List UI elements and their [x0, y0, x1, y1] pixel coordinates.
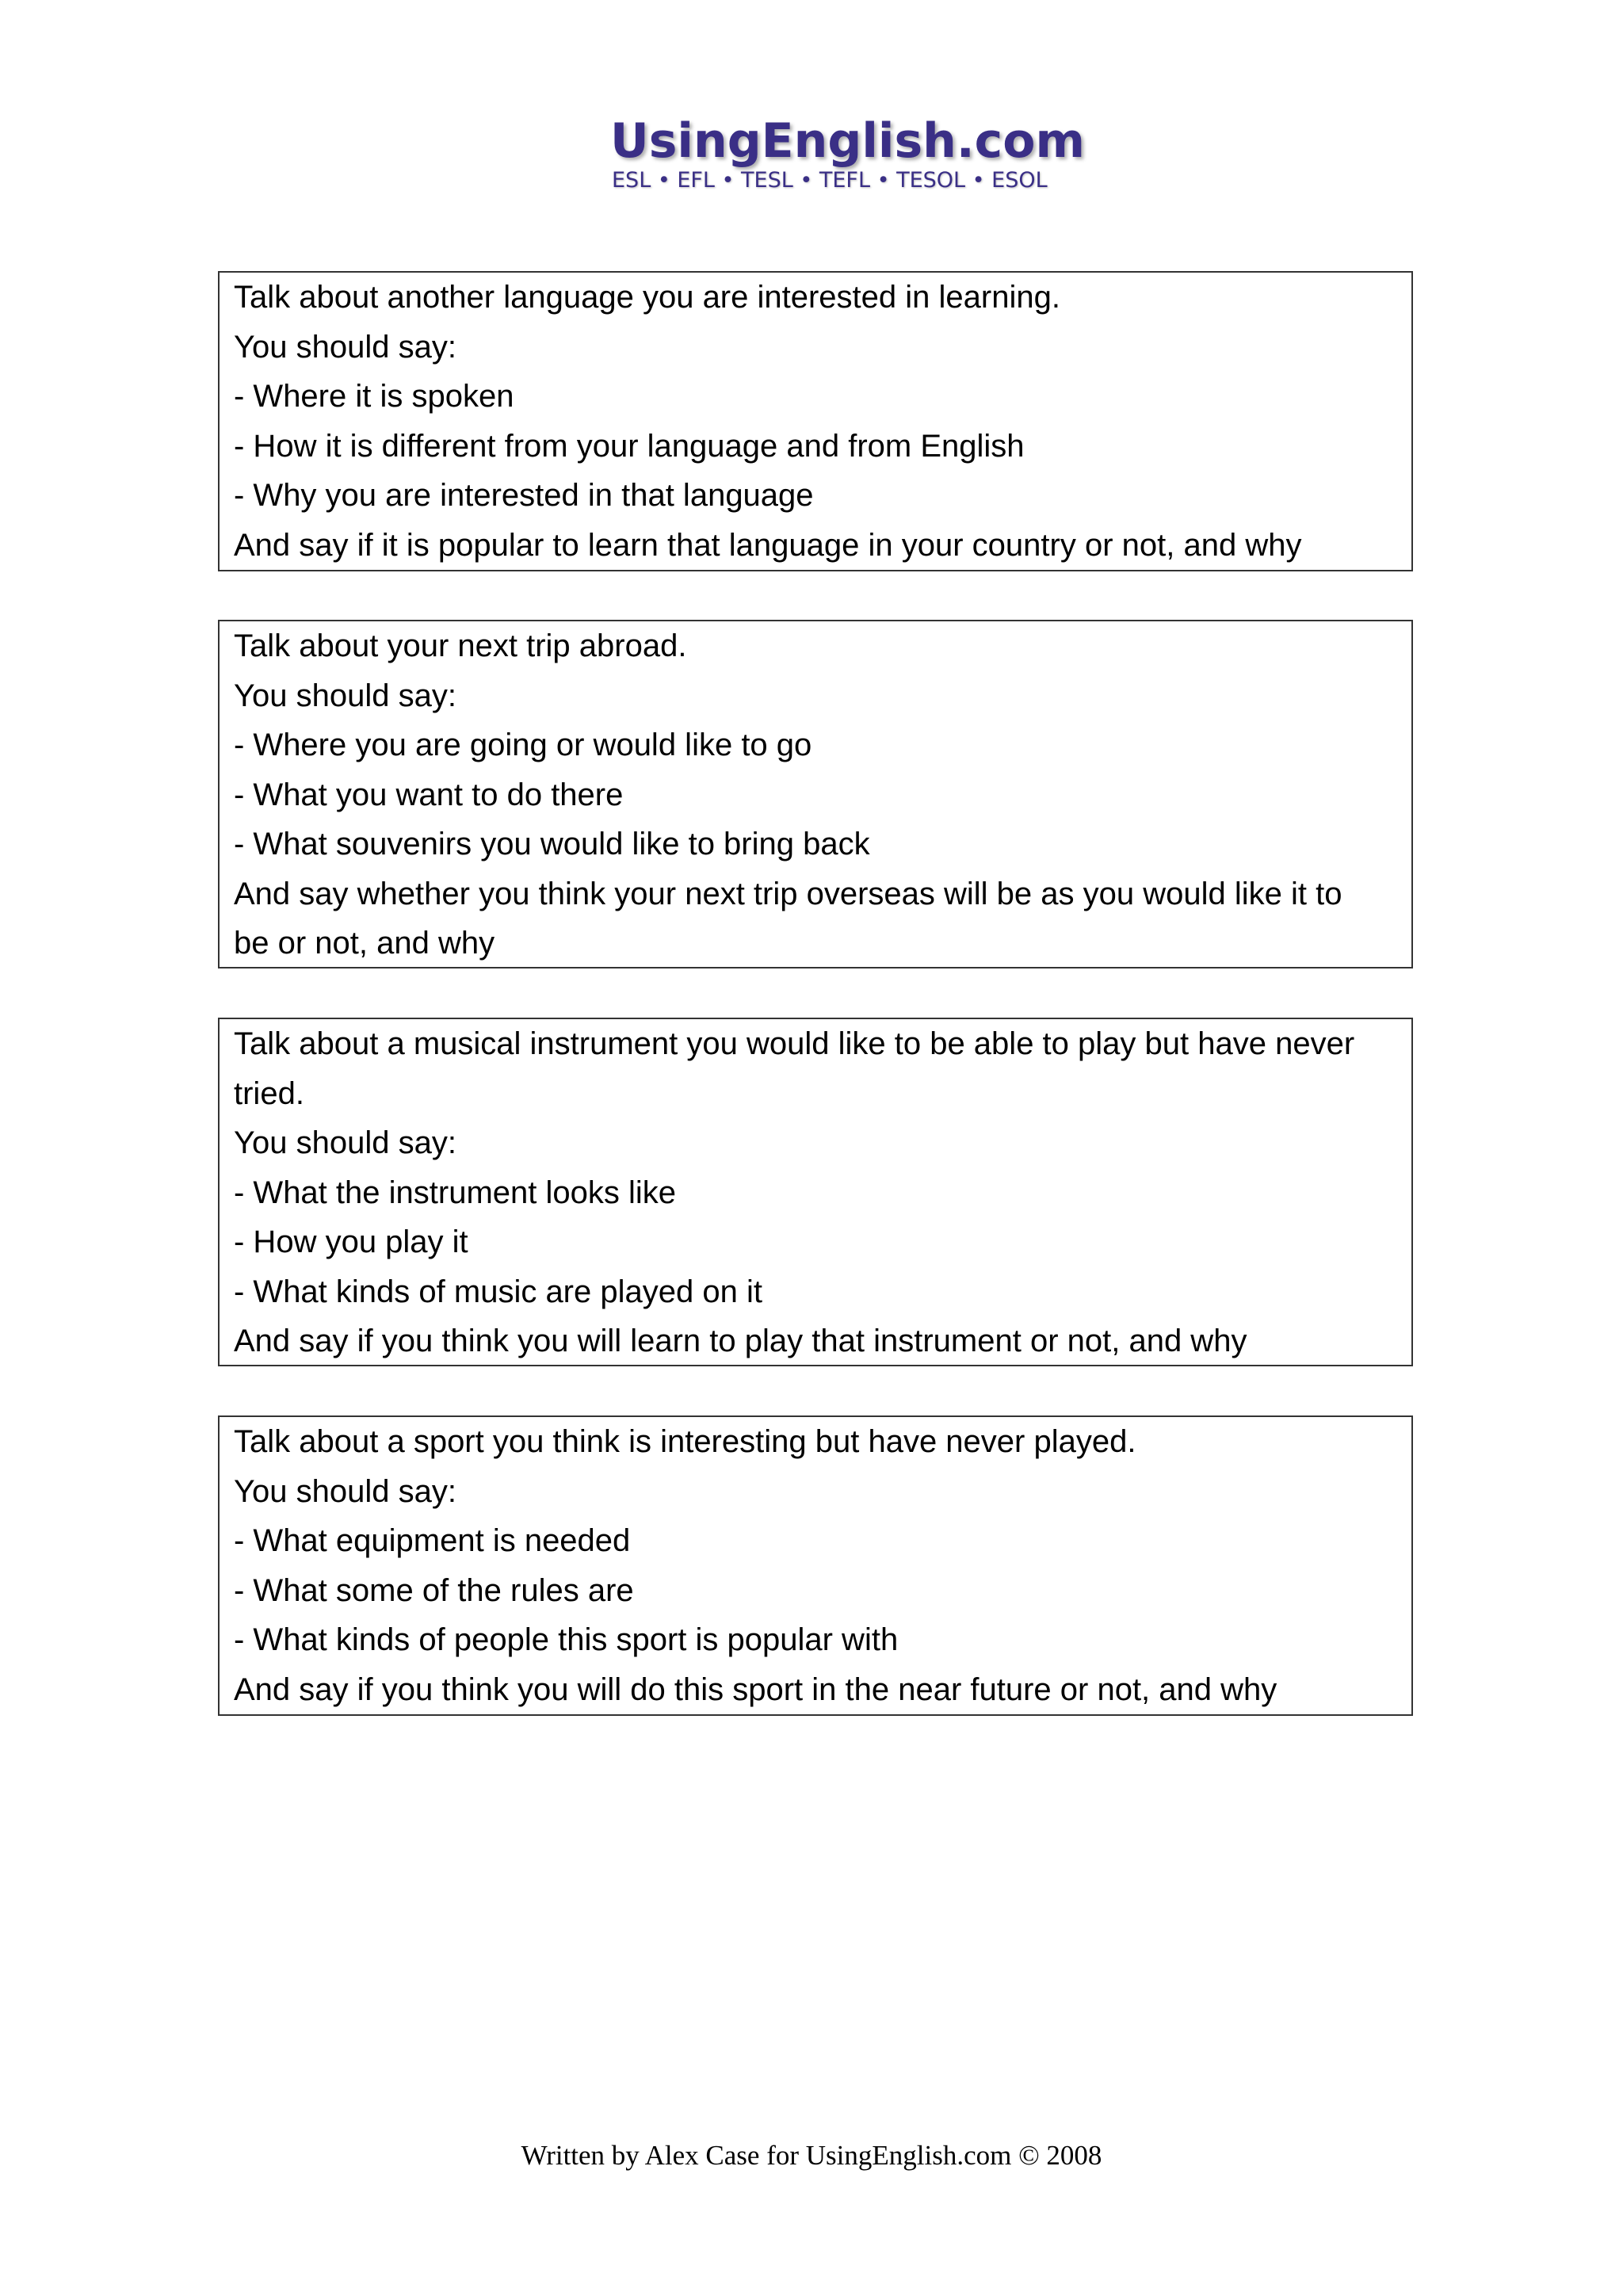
footer-credit: Written by Alex Case for UsingEnglish.com © 2008	[521, 2140, 1102, 2171]
card-point: - How you play it	[234, 1224, 468, 1259]
card-point: - What you want to do there	[234, 777, 624, 812]
site-logo	[610, 111, 1085, 193]
card-conclusion: And say if it is popular to learn that language in your country or not, and why	[234, 527, 1302, 563]
card-prompt: Talk about your next trip abroad.	[234, 628, 687, 663]
card-instruction: You should say:	[234, 329, 456, 365]
card-conclusion: And say whether you think your next trip overseas will be as you would like it to	[234, 876, 1342, 911]
card-instruction: You should say:	[234, 1125, 456, 1160]
card-point: - How it is different from your language and from English	[234, 428, 1025, 464]
topic-card-trip	[218, 620, 1413, 968]
card-instruction: You should say:	[234, 678, 456, 713]
card-point: - What souvenirs you would like to bring back	[234, 827, 870, 861]
card-point: - What kinds of people this sport is popular with	[234, 1622, 899, 1657]
card-point: - Why you are interested in that language	[234, 478, 814, 513]
card-conclusion-continued: be or not, and why	[234, 926, 495, 961]
card-prompt: Talk about a sport you think is interesting but have never played.	[234, 1424, 1136, 1459]
card-point: - Where it is spoken	[234, 379, 514, 414]
card-conclusion: And say if you think you will do this sport in the near future or not, and why	[234, 1671, 1277, 1707]
card-prompt-continued: tried.	[234, 1075, 304, 1111]
topic-card-sport	[218, 1415, 1413, 1716]
card-point: - What kinds of music are played on it	[234, 1274, 762, 1309]
card-point: - What the instrument looks like	[234, 1175, 676, 1210]
card-point: - What equipment is needed	[234, 1523, 631, 1558]
topic-card-instrument	[218, 1018, 1413, 1366]
card-conclusion: And say if you think you will learn to play that instrument or not, and why	[234, 1324, 1247, 1358]
card-point: - What some of the rules are	[234, 1572, 634, 1608]
card-instruction: You should say:	[234, 1473, 456, 1509]
logo-subtitle: ESL • EFL • TESL • TEFL • TESOL • ESOL	[612, 168, 1048, 193]
logo-title: UsingEnglish.com	[610, 113, 1085, 169]
card-prompt: Talk about another language you are interested in learning.	[234, 280, 1060, 315]
card-point: - Where you are going or would like to go	[234, 728, 812, 762]
topic-card-language	[218, 271, 1413, 571]
card-prompt: Talk about a musical instrument you would like to be able to play but have never	[234, 1026, 1355, 1061]
